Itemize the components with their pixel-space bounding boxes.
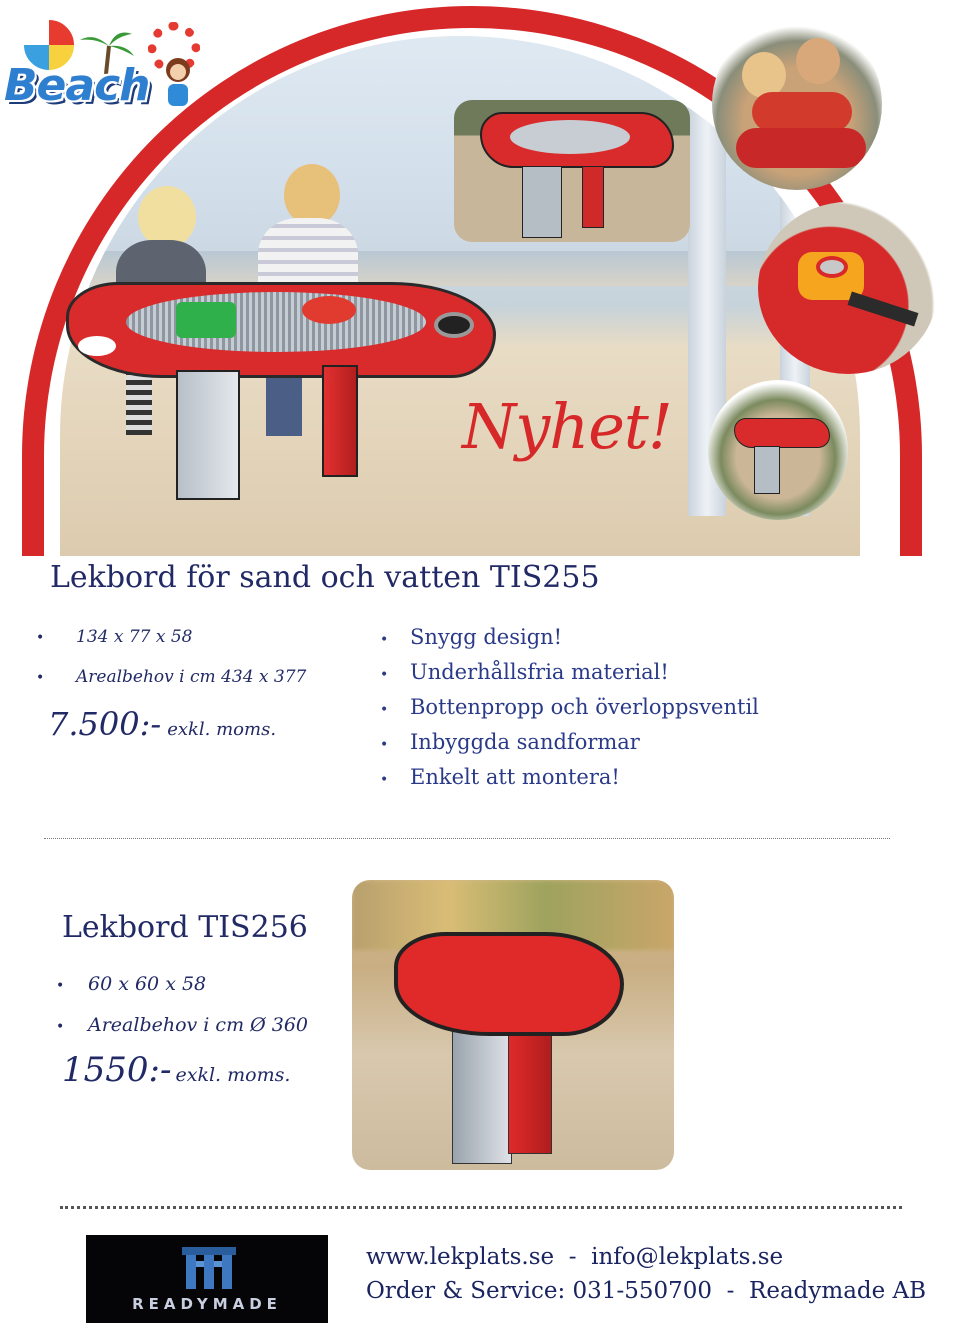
readymade-logo bbox=[86, 1235, 328, 1323]
product1-spec-list bbox=[36, 623, 306, 703]
spec-item: • Arealbehov i cm 434 x 377 bbox=[36, 663, 306, 703]
table-basin bbox=[126, 292, 426, 352]
table-leg bbox=[176, 370, 240, 500]
valve-closeup-photo bbox=[758, 202, 938, 374]
price-note: exkl. moms. bbox=[167, 719, 277, 740]
section-divider bbox=[44, 838, 890, 839]
product2-title: Lekbord TIS256 bbox=[62, 910, 308, 945]
feature-item: • Snygg design! bbox=[380, 622, 759, 657]
overflow-valve bbox=[434, 312, 474, 338]
new-badge: Nyhet! bbox=[462, 390, 672, 463]
feature-item: • Enkelt att montera! bbox=[380, 762, 759, 797]
price-amount: 7.500:- bbox=[48, 705, 162, 743]
valve-cap bbox=[816, 256, 848, 278]
table-basin bbox=[510, 120, 630, 154]
product1-price bbox=[48, 705, 276, 743]
table-leg bbox=[582, 166, 604, 228]
table-top bbox=[734, 418, 830, 448]
table-slot bbox=[848, 292, 919, 327]
table-leg bbox=[322, 365, 358, 477]
price-amount: 1550:- bbox=[62, 1050, 172, 1090]
beach-logo bbox=[0, 16, 205, 126]
sand-water-table bbox=[66, 282, 496, 378]
product1-feature-list bbox=[380, 622, 759, 797]
boy-head bbox=[284, 164, 340, 226]
hero-banner bbox=[0, 0, 960, 556]
spec-item: • 60 x 60 x 58 bbox=[56, 970, 308, 1011]
feature-item: • Bottenpropp och överloppsventil bbox=[380, 692, 759, 727]
child-shirt bbox=[752, 92, 852, 132]
table-leg bbox=[452, 1024, 512, 1164]
toy-vehicle bbox=[176, 302, 236, 338]
girl-mascot-icon bbox=[158, 54, 198, 114]
product-photo-table bbox=[454, 100, 690, 242]
girl-head bbox=[138, 186, 196, 248]
table-top bbox=[736, 128, 866, 168]
feature-item: • Underhållsfria material! bbox=[380, 657, 759, 692]
table-leg bbox=[522, 166, 562, 238]
product2-price bbox=[62, 1050, 290, 1090]
footer-divider bbox=[60, 1206, 902, 1209]
product-photo-tis256 bbox=[352, 880, 674, 1170]
kids-playing-photo bbox=[712, 18, 882, 190]
readymade-wordmark: READYMADE bbox=[132, 1295, 282, 1313]
readymade-mark-icon bbox=[182, 1247, 236, 1291]
table-garden-photo bbox=[708, 380, 848, 520]
table-leg bbox=[754, 446, 780, 494]
table-top bbox=[394, 932, 624, 1036]
toy-bucket bbox=[302, 296, 356, 324]
spec-item: • 134 x 77 x 58 bbox=[36, 623, 306, 663]
feature-item: • Inbyggda sandformar bbox=[380, 727, 759, 762]
product1-title: Lekbord för sand och vatten TIS255 bbox=[50, 560, 600, 595]
table-hole bbox=[78, 336, 116, 356]
service-line: Order & Service: 031-550700 - Readymade AB bbox=[366, 1278, 927, 1304]
price-note: exkl. moms. bbox=[175, 1064, 291, 1086]
table-leg bbox=[508, 1020, 552, 1154]
child-head bbox=[796, 38, 840, 84]
spec-item: • Arealbehov i cm Ø 360 bbox=[56, 1011, 308, 1052]
product2-spec-list bbox=[56, 970, 308, 1052]
logo-wordmark: Beach bbox=[4, 60, 150, 111]
contact-line: www.lekplats.se - info@lekplats.se bbox=[366, 1244, 784, 1270]
